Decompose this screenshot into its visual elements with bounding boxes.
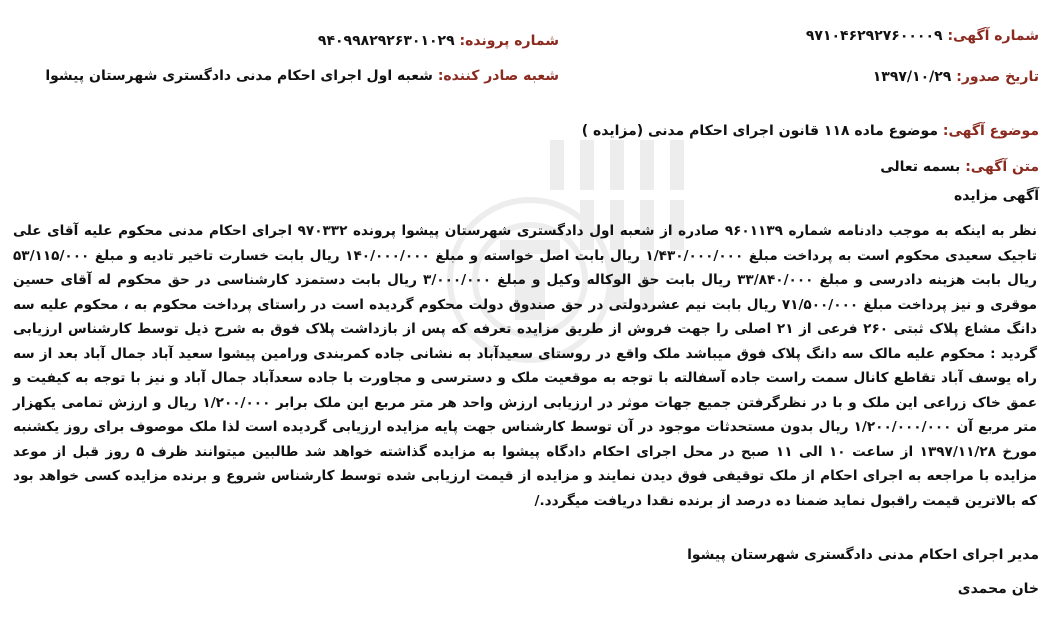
- signer-title: مدیر اجرای احکام مدنی دادگستری شهرستان پیشوا: [687, 547, 1039, 563]
- subject-label: موضوع آگهی:: [942, 123, 1039, 139]
- file-number-value: ۹۴۰۹۹۸۲۹۲۶۳۰۱۰۲۹: [317, 33, 455, 49]
- issue-date-row: [873, 69, 1039, 85]
- issue-date-value: ۱۳۹۷/۱۰/۲۹: [872, 69, 952, 85]
- ad-number-value: ۹۷۱۰۴۶۲۹۲۷۶۰۰۰۰۹: [805, 28, 943, 44]
- subject-row: [582, 123, 1039, 139]
- issuing-branch-row: [45, 68, 559, 84]
- file-number-row: [318, 33, 559, 49]
- ad-text-value: بسمه تعالی: [880, 159, 961, 175]
- ad-number-row: [806, 28, 1039, 44]
- issuing-branch-label: شعبه صادر کننده:: [437, 68, 559, 84]
- ad-number-label: شماره آگهی:: [947, 28, 1039, 44]
- ad-heading: آگهی مزایده: [953, 188, 1039, 204]
- subject-value: موضوع ماده ۱۱۸ قانون اجرای احکام مدنی (مزایده ): [581, 123, 938, 139]
- ad-body-paragraph: نظر به اینکه به موجب دادنامه شماره ۹۶۰۱۱۳۹ صادره از شعبه اول دادگستری شهرستان پیشوا پرونده ۹۷۰۳۳۲ اجرای احکام مدنی محکوم علیه آقای علی تاجیک سعیدی محکوم است به پرداخت مبلغ ۱/۴۳۰/۰۰۰/۰۰۰ ریال بابت اصل خواسته و مبلغ ۱۴۰/۰۰۰/۰۰۰ ریال بابت خسارت تاخیر تادیه و مبلغ ۵۳/۱۱۵/۰۰۰ ریال بابت هزینه دادرسی و مبلغ ۳۳/۸۴۰/۰۰۰ ریال بابت حق الوکاله وکیل و مبلغ ۳/۰۰۰/۰۰۰ ریال بابت دستمزد کارشناسی در حق محکوم له آقای حسین موقری و نیز پرداخت مبلغ ۷۱/۵۰۰/۰۰۰ ریال بابت نیم عشردولتی در حق صندوق دولت محکوم گردیده است در راستای پرداخت محکوم به ، محکوم علیه سه دانگ مشاع پلاک ثبتی ۲۶۰ فرعی از ۲۱ اصلی را جهت فروش از طریق مزایده تعرفه که پس از بازداشت پلاک فوق به شرح ذیل توسط کارشناس ارزیابی گردید : محکوم علیه مالک سه دانگ پلاک فوق میباشد ملک واقع در روستای سعیدآباد به نشانی جاده کمربندی ورامین پیشوا سعید آباد جمال آباد بعد از سه راه یوسف آباد تقاطع کانال سمت راست جاده آسفالته با توجه به موقعیت ملک و دسترسی و مجاورت با جاده سعدآباد جمال آباد و نیز با توجه به کیفیت و عمق خاک زراعی این ملک و با در نظرگرفتن جمیع جهات موثر در ارزیابی ارزش واحد هر متر مربع این ملک برابر ۱/۲۰۰/۰۰۰ ریال و ارزش تمامی یکهزار متر مربع آن ۱/۲۰۰/۰۰۰/۰۰۰ ریال بدون مستحدثات موجود در آن توسط کارشناس جهت پایه مزایده ارزیابی گردیده است لذا ملک موصوف برای روز یکشنبه مورخ ۱۳۹۷/۱۱/۲۸ از ساعت ۱۰ الی ۱۱ صبح در محل اجرای احکام دادگاه پیشوا به مزایده گذاشته خواهد شد طالبین میتوانند ظرف ۵ روز قبل از موعد مزایده با مراجعه به اجرای احکام از ملک توقیفی فوق دیدن نمایند و مزایده از قیمت ارزیابی شده توسط کارشناس شروع و برنده مزایده کسی خواهد بود که بالاترین قیمت راقبول نماید ضمنا ده درصد از برنده نقدا دریافت میگردد./: [13, 223, 1037, 509]
- issue-date-label: تاریخ صدور:: [956, 69, 1039, 85]
- signer-name: خان محمدی: [957, 581, 1039, 597]
- ad-text-label: متن آگهی:: [965, 159, 1039, 175]
- ad-text-row: [880, 159, 1039, 175]
- issuing-branch-value: شعبه اول اجرای احکام مدنی دادگستری شهرستان پیشوا: [45, 68, 433, 84]
- file-number-label: شماره پرونده:: [459, 33, 559, 49]
